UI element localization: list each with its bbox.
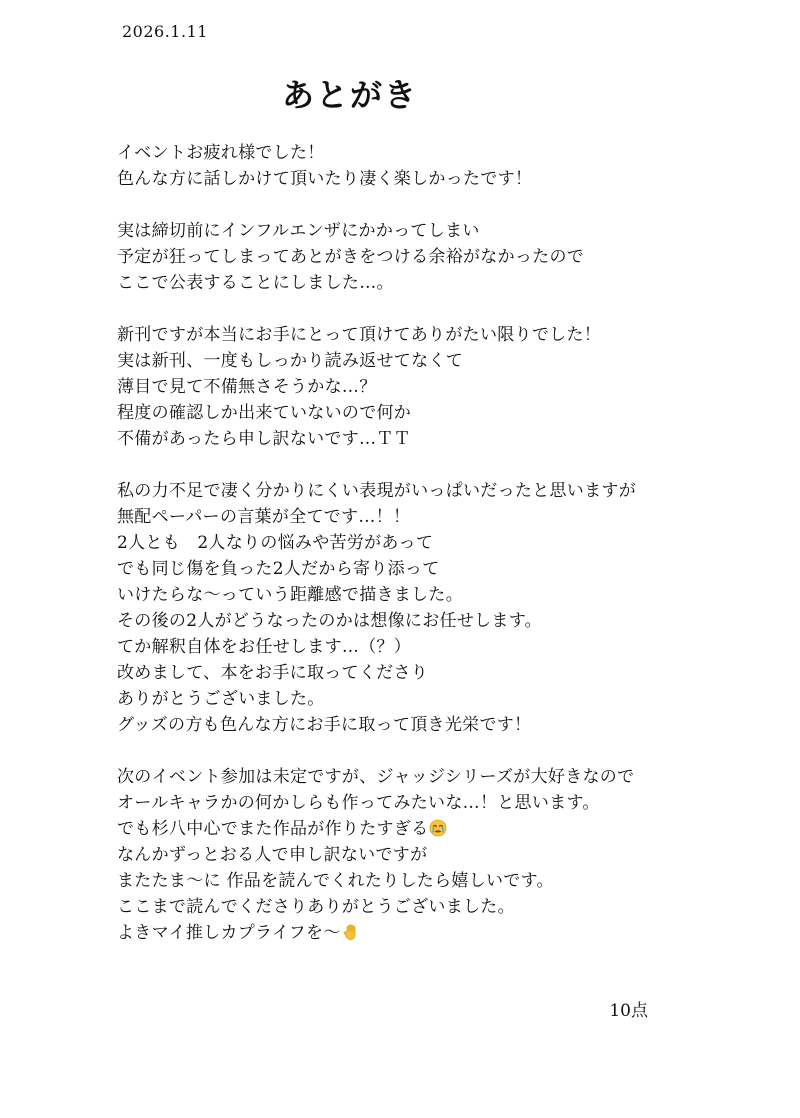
text-line: 実は新刊、一度もしっかり読み返せてなくて (117, 351, 463, 371)
paragraph (117, 478, 737, 738)
text-line: イベントお疲れ様でした！ (117, 143, 325, 163)
text-line: オールキャラかの何かしらも作ってみたいな…！と思います。 (117, 793, 600, 813)
page-title: あとがき (281, 76, 418, 114)
afterword-body (117, 140, 737, 972)
text-line: 私の力不足で凄く分かりにくい表現がいっぱいだったと思いますが (117, 481, 636, 501)
text-line-content: でも杉八中心でまた作品が作りたすぎる (117, 819, 429, 839)
text-line: 2人とも 2人なりの悩みや苦労があって (117, 533, 434, 553)
text-line: グッズの方も色んな方にお手に取って頂き光栄です！ (117, 715, 532, 735)
text-line: 新刊ですが本当にお手にとって頂けてありがたい限りでした！ (117, 325, 602, 345)
raised-hand-icon (342, 923, 360, 949)
text-line-content: よきマイ推しカプライフを〜 (117, 923, 341, 943)
text-line: 実は締切前にインフルエンザにかかってしまい (117, 221, 480, 241)
text-line: ここで公表することにしました…。 (117, 273, 394, 293)
text-line-with-emoji (117, 816, 737, 842)
text-line: てか解釈自体をお任せします…（？） (117, 637, 412, 657)
text-line: なんかずっとおる人で申し訳ないですが (117, 845, 428, 865)
signature: 10点 (609, 1001, 648, 1021)
text-line: またたま〜に 作品を読んでくれたりしたら嬉しいです。 (117, 871, 554, 891)
text-line: 改めまして、本をお手に取ってくださり (117, 663, 429, 683)
text-line: 程度の確認しか出来ていないので何か (117, 403, 412, 423)
text-line: 薄目で見て不備無さそうかな…？ (117, 377, 377, 397)
text-line: いけたらな〜っていう距離感で描きました。 (117, 585, 463, 605)
text-line: でも同じ傷を負った2人だから寄り添って (117, 559, 440, 579)
text-line: その後の2人がどうなったのかは想像にお任せします。 (117, 611, 542, 631)
paragraph (117, 218, 737, 296)
paragraph (117, 764, 737, 946)
paragraph (117, 140, 737, 192)
text-line: ここまで読んでくださりありがとうございました。 (117, 897, 515, 917)
text-line: 無配ペーパーの言葉が全てです…！！ (117, 507, 411, 527)
paragraph (117, 322, 737, 452)
text-line: 予定が狂ってしまってあとがきをつける余裕がなかったので (117, 247, 585, 267)
crying-face-icon (429, 819, 447, 845)
text-line: ありがとうございました。 (117, 689, 325, 709)
date: 2026.1.11 (122, 22, 208, 41)
text-line-with-emoji (117, 920, 737, 946)
text-line: 色んな方に話しかけて頂いたり凄く楽しかったです！ (117, 169, 533, 189)
text-line: 次のイベント参加は未定ですが、ジャッジシリーズが大好きなので (117, 767, 635, 787)
text-line: 不備があったら申し訳ないです…ＴＴ (117, 429, 411, 449)
